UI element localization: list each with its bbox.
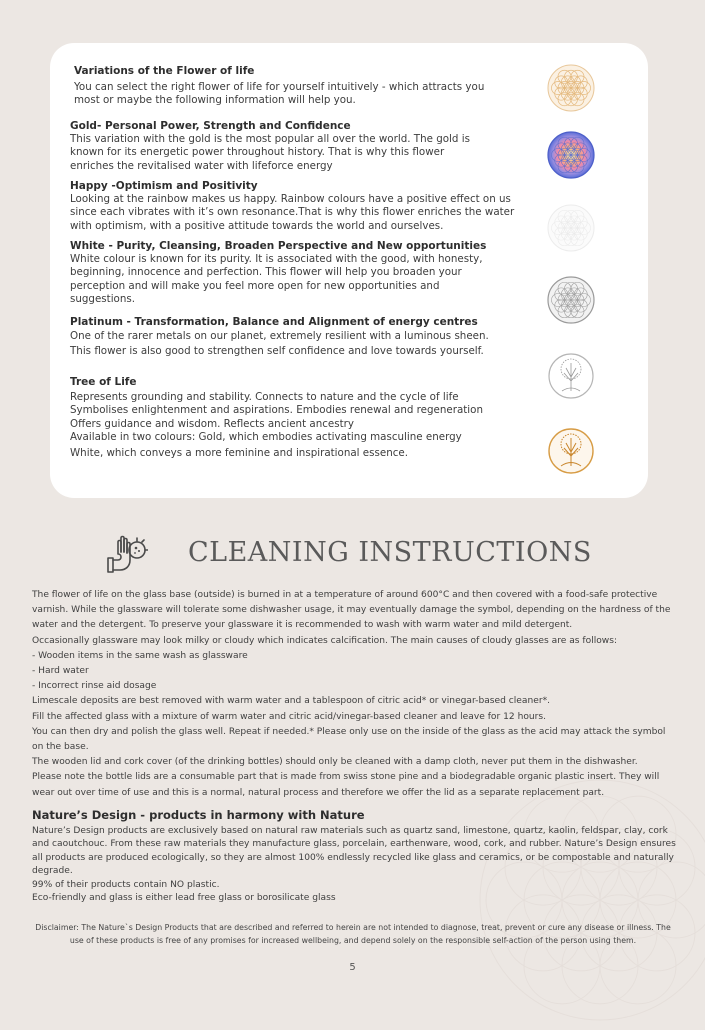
flower-variations-card (50, 43, 648, 498)
tree-of-life-white-icon (546, 351, 596, 401)
white-text: White colour is known for its purity. It is associated with the good, with honesty, beginning, innocence and perfection. This flower will help you broaden your perception and will make you feel more open for new opportunities and suggestions. (70, 253, 483, 306)
cleaning-paragraph: The flower of life on the glass base (outside) is burned in at a temperature of around 600°C and then covered with a food-safe protective varnish. While the glassware will tolerate some dishwasher usage, it may eventually damage the symbol, depending on the hardness of the water and the detergent. To preserve your glassware it is recommended to wash with warm water and mild detergent. (32, 590, 671, 631)
platinum-text: One of the rarer metals on our planet, extremely resilient with a luminous sheen. This flower is also good to strengthen self confidence and love towards yourself. (70, 330, 489, 357)
cleaning-list-item: - Hard water (32, 666, 89, 677)
happy-text: Looking at the rainbow makes us happy. Rainbow colours have a positive effect on us since each vibrates with it’s own resonance.That is why this flower enriches the water with optimism, with a positive attitude towards the world and ourselves. (70, 193, 515, 232)
cleaning-instructions-body (32, 588, 677, 801)
tree-line: Symbolises enlightenment and aspirations. Embodies renewal and regeneration (70, 404, 483, 417)
cleaning-paragraph: Fill the affected glass with a mixture of warm water and citric acid/vinegar-based cleaner and leave for 12 hours. (32, 711, 547, 722)
cleaning-paragraph: You can then dry and polish the glass well. Repeat if needed.* Please only use on the inside of the glass as the acid may attack the symbol on the base. (32, 726, 666, 753)
flower-of-life-platinum-icon (546, 275, 596, 325)
tree-line: Offers guidance and wisdom. Reflects ancient ancestry (70, 417, 354, 430)
flower-of-life-happy-icon (546, 130, 596, 180)
gold-section (70, 120, 535, 173)
white-title: White - Purity, Cleansing, Broaden Perspective and New opportunities (70, 240, 487, 252)
cleaning-list-item: - Incorrect rinse aid dosage (32, 681, 157, 692)
disclaimer: Disclaimer: The Nature`s Design Products that are described and referred to herein are not intended to diagnose, treat, prevent or cure any disease or illness. The use of these products is free of any promises for increased wellbeing, and depend solely on the responsible self-action of the person using them. (35, 923, 671, 945)
natures-design-title: Nature’s Design - products in harmony with Nature (32, 808, 365, 822)
happy-title: Happy -Optimism and Positivity (70, 180, 258, 192)
flower-of-life-white-icon (546, 203, 596, 253)
page-number: 5 (349, 962, 356, 973)
cleaning-list-item: - Wooden items in the same wash as glassware (32, 650, 248, 661)
natures-design-body (32, 825, 677, 905)
natures-design-paragraph: Nature’s Design products are exclusively based on natural raw materials such as quartz sand, limestone, quartz, kaolin, feldspar, clay, cork and caoutchouc. From these raw materials they manufacture glass, porcelain, earthenware, wood, cork, and rubber. Nature’s Design ensures all products are produced ecologically, so they are almost 100% endlessly recycled like glass and ceramics, or be compostable and naturally degrade. (32, 826, 676, 877)
tree-of-life-gold-icon (546, 426, 596, 476)
platinum-title: Platinum - Transformation, Balance and Alignment of energy centres (70, 316, 478, 328)
white-section (70, 240, 535, 307)
gold-text: This variation with the gold is the most popular all over the world. The gold is known for its energetic power throughout history. That is why this flower enriches the revitalised water with lifeforce energy (70, 133, 470, 172)
tree-of-life-section (70, 376, 535, 460)
happy-section (70, 180, 535, 233)
intro-text: You can select the right flower of life for yourself intuitively - which attracts you most or maybe the following information will help you. (74, 81, 485, 107)
tree-title: Tree of Life (70, 376, 137, 388)
cleaning-paragraph: The wooden lid and cork cover (of the drinking bottles) should only be cleaned with a damp cloth, never put them in the dishwasher. (32, 757, 638, 768)
intro-title: Variations of the Flower of life (74, 65, 255, 77)
platinum-section (70, 316, 535, 359)
cleaning-hand-sparkle-icon (104, 532, 148, 576)
natures-design-paragraph: Eco-friendly and glass is either lead free glass or borosilicate glass (32, 893, 336, 904)
flower-of-life-gold-icon (546, 63, 596, 113)
cleaning-paragraph: Occasionally glassware may look milky or cloudy which indicates calcification. The main causes of cloudy glasses are as follows: (32, 635, 618, 646)
intro-section (74, 65, 539, 108)
tree-line: Represents grounding and stability. Connects to nature and the cycle of life (70, 391, 459, 403)
natures-design-paragraph: 99% of their products contain NO plastic. (32, 879, 220, 890)
gold-title: Gold- Personal Power, Strength and Confidence (70, 120, 351, 132)
tree-line: White, which conveys a more feminine and inspirational essence. (70, 446, 409, 459)
cleaning-paragraph: Limescale deposits are best removed with warm water and a tablespoon of citric acid* or vinegar-based cleaner*. (32, 696, 551, 707)
cleaning-paragraph: Please note the bottle lids are a consumable part that is made from swiss stone pine and a biodegradable organic plastic insert. They will wear out over time of use and this is a normal, natural process and therefore we offer the lid as a separate replacement part. (32, 772, 660, 798)
tree-line: Available in two colours: Gold, which embodies activating masculine energy (70, 431, 462, 444)
cleaning-instructions-title: CLEANING INSTRUCTIONS (188, 537, 592, 568)
